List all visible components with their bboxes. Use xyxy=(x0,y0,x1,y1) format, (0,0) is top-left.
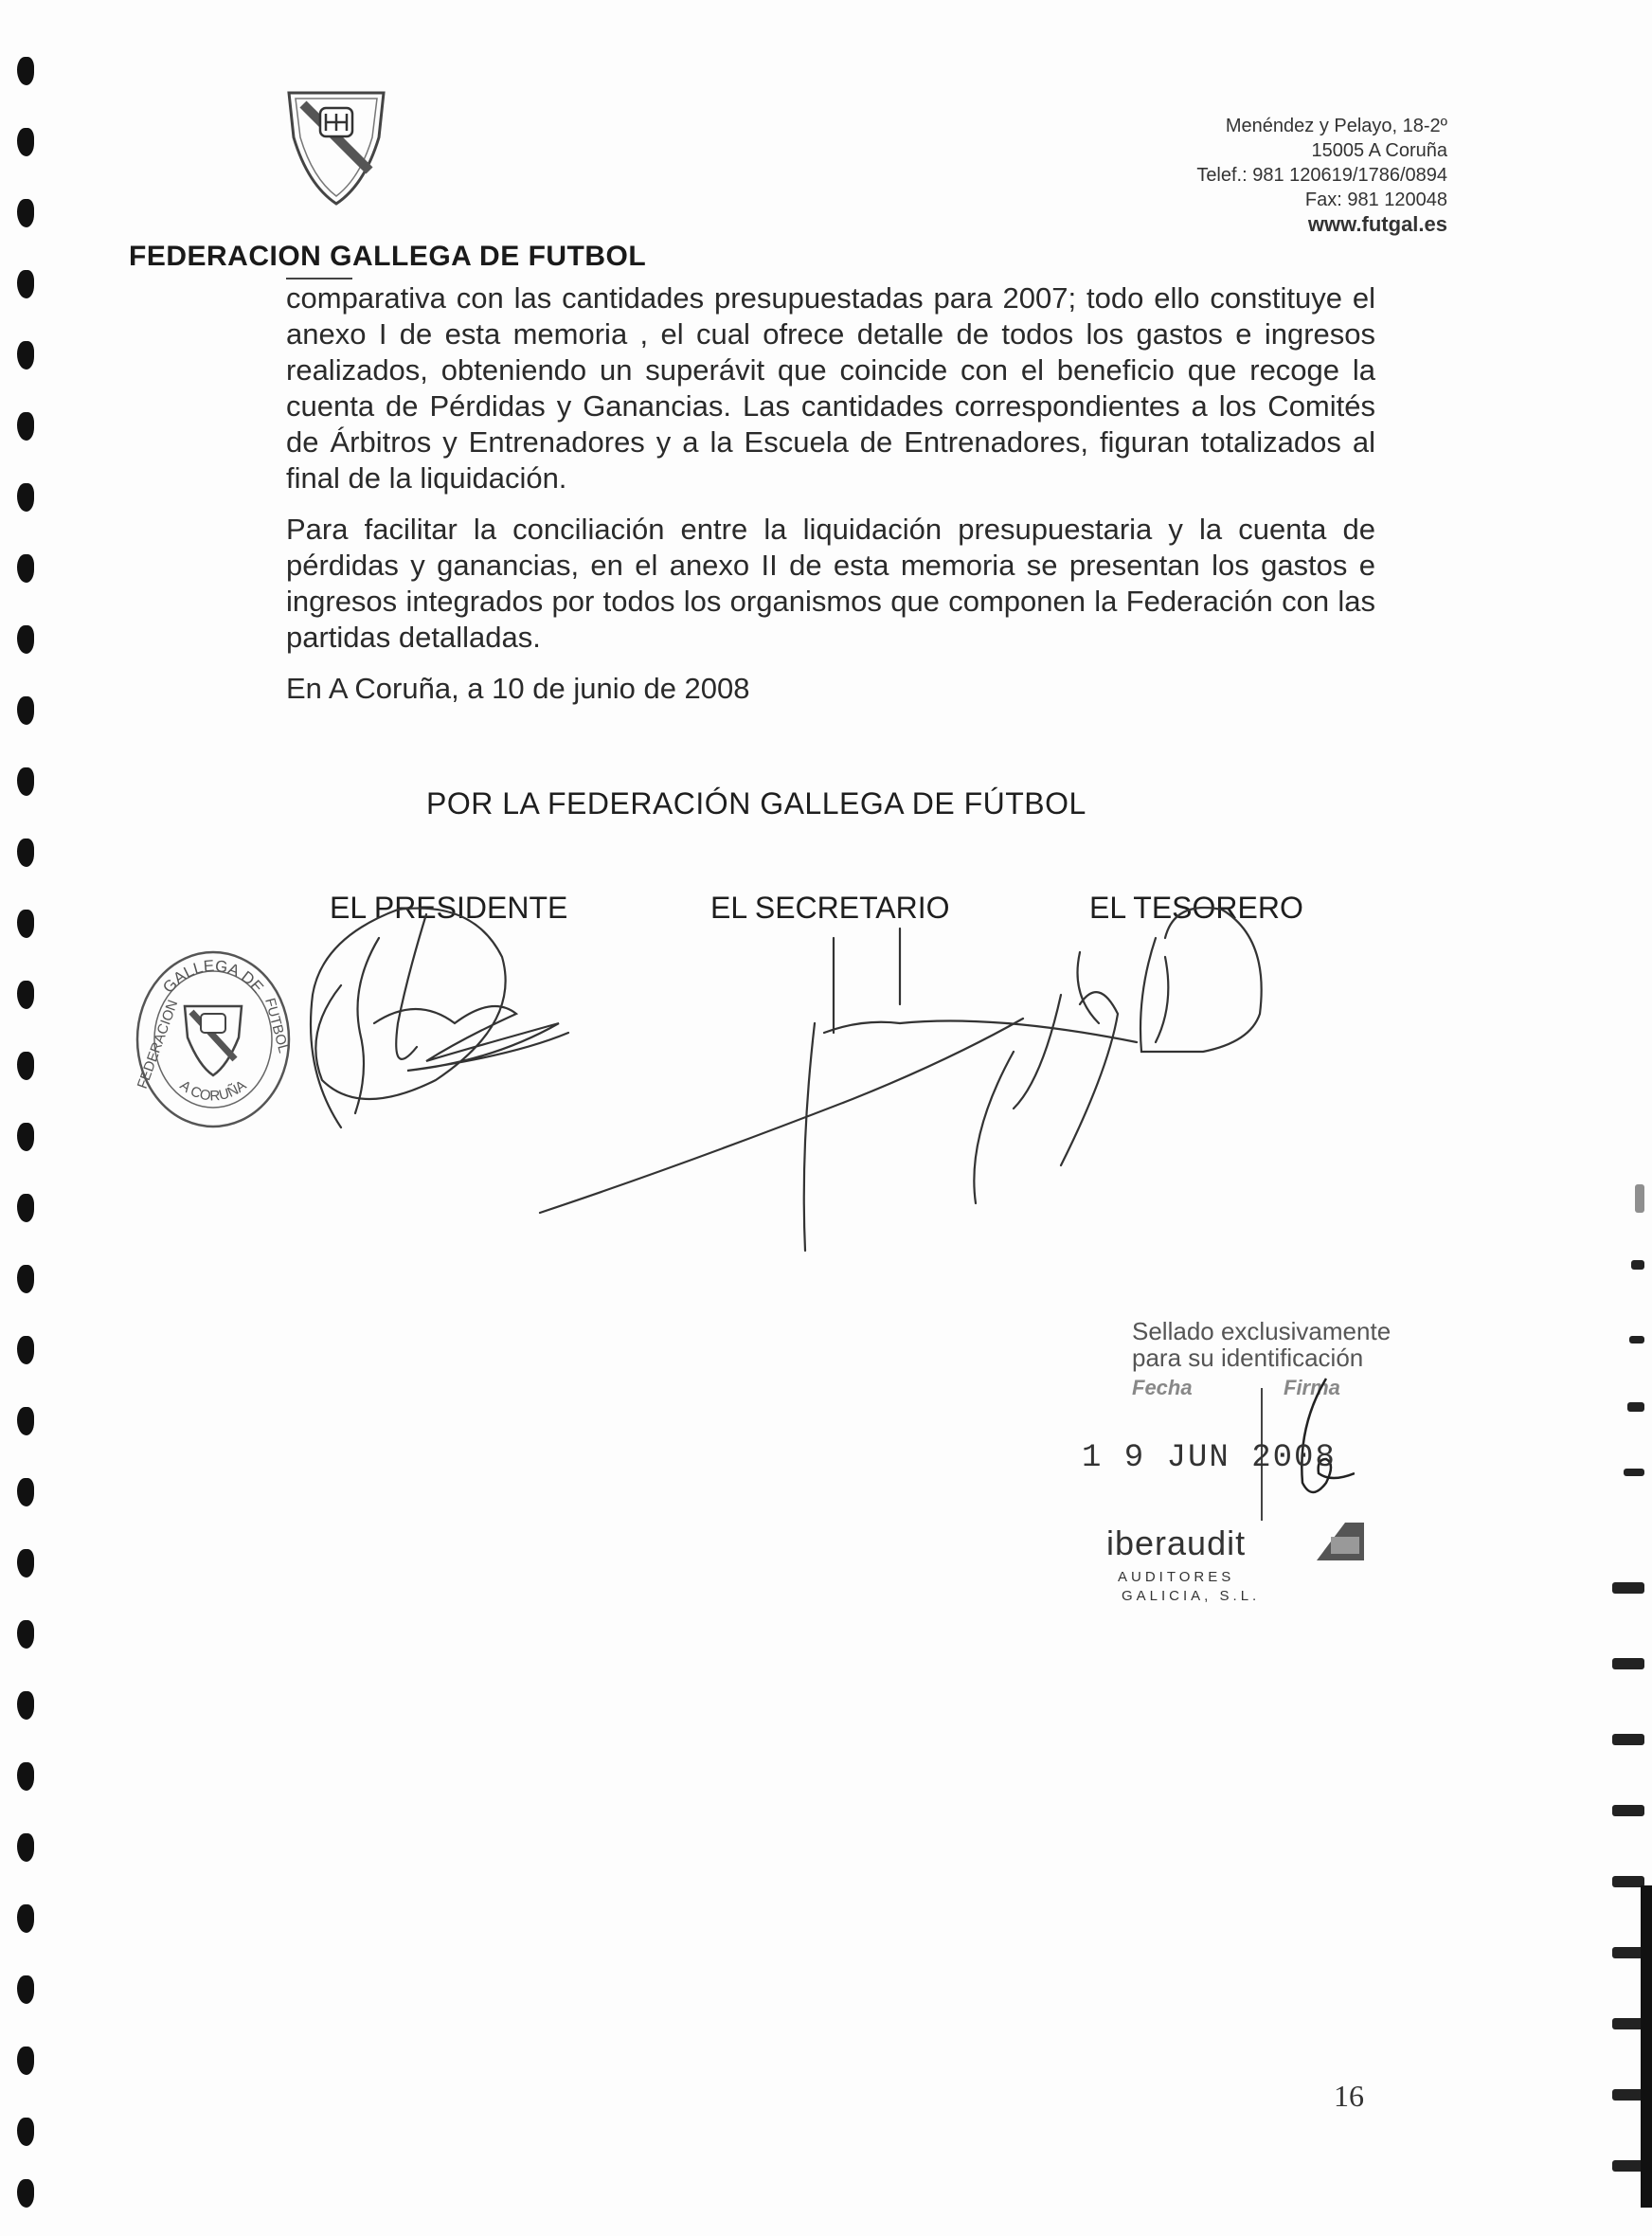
binding-hole xyxy=(17,625,34,654)
binding-hole xyxy=(17,483,34,512)
binding-hole xyxy=(17,1620,34,1649)
scan-mark xyxy=(1612,1582,1644,1594)
binding-hole xyxy=(17,412,34,441)
stamp-right-text: FUTBOL xyxy=(261,996,292,1055)
fax-number: Fax: 981 120048 xyxy=(1304,189,1447,210)
signatures-heading: POR LA FEDERACIÓN GALLEGA DE FÚTBOL xyxy=(426,786,1086,820)
binding-hole xyxy=(17,554,34,583)
stamp-bottom-text: A CORUÑA xyxy=(176,1077,250,1105)
binding-hole xyxy=(17,1407,34,1435)
audit-date: 1 9 JUN 2008 xyxy=(1082,1440,1337,1476)
binding-hole xyxy=(17,1904,34,1933)
handwritten-signatures xyxy=(284,881,1421,1260)
president-label: EL PRESIDENTE xyxy=(330,891,568,925)
scan-edge-shadow xyxy=(1641,1885,1652,2208)
scan-mark xyxy=(1612,2018,1644,2029)
binding-hole xyxy=(17,1478,34,1506)
federation-round-stamp xyxy=(133,947,294,1132)
auditor-logo-mark xyxy=(1307,1518,1364,1565)
scan-mark xyxy=(1612,1876,1644,1887)
overline-mark xyxy=(286,278,352,280)
binding-holes xyxy=(17,57,40,2208)
binding-hole xyxy=(17,1833,34,1862)
binding-hole xyxy=(17,1336,34,1364)
website-link[interactable]: www.futgal.es xyxy=(1307,212,1447,236)
binding-hole xyxy=(17,1194,34,1222)
paragraph-2: Para facilitar la conciliación entre la liquidación presupuestaria y la cuenta de pérdidas y ganancias, en el anexo II de esta memoria se presentan los gastos e ingresos integrados por todos los organismos que componen la Federación con las partidas detalladas. xyxy=(286,513,1375,654)
auditor-stamp xyxy=(1042,1317,1421,1620)
secretary-label: EL SECRETARIO xyxy=(710,891,950,925)
audit-stamp-line-2: para su identificación xyxy=(1132,1343,1364,1372)
page-number: 16 xyxy=(1334,2079,1364,2113)
binding-hole xyxy=(17,767,34,796)
scan-mark xyxy=(1631,1260,1644,1270)
body-text xyxy=(286,280,1375,722)
stamp-left-text: FEDERACION xyxy=(134,998,182,1091)
binding-hole xyxy=(17,57,34,85)
binding-hole xyxy=(17,341,34,370)
binding-hole xyxy=(17,2047,34,2075)
scan-mark xyxy=(1612,1947,1644,1958)
auditor-brand: iberaudit xyxy=(1106,1524,1247,1562)
scan-mark xyxy=(1612,1805,1644,1816)
phone-numbers: Telef.: 981 120619/1786/0894 xyxy=(1196,165,1447,186)
binding-hole xyxy=(17,1123,34,1151)
scan-mark xyxy=(1612,1734,1644,1745)
paragraph-1: comparativa con las cantidades presupuestadas para 2007; todo ello constituye el anexo I de esta memoria , el cual ofrece detalle de todos los gastos e ingresos realizados, obteniendo un superávit que coincide con el beneficio que recoge la cuenta de Pérdidas y Ganancias. Las cantidades correspondientes a los Comités de Árbitros y Entrenadores y a la Escuela de Entrenadores, figuran totalizados al final de la liquidación. xyxy=(286,281,1375,495)
binding-hole xyxy=(17,1975,34,2004)
treasurer-label: EL TESORERO xyxy=(1089,891,1303,925)
binding-hole xyxy=(17,1265,34,1293)
binding-hole xyxy=(17,1691,34,1720)
stamp-top-text: GALLEGA DE xyxy=(159,956,267,997)
auditor-subtitle-2: GALICIA, S.L. xyxy=(1122,1588,1261,1604)
binding-hole xyxy=(17,128,34,156)
scan-mark xyxy=(1635,1184,1644,1213)
binding-hole xyxy=(17,1052,34,1080)
address-line-2: 15005 A Coruña xyxy=(1311,140,1447,161)
binding-hole xyxy=(17,2179,34,2208)
scan-mark xyxy=(1612,1658,1644,1669)
binding-hole xyxy=(17,270,34,298)
auditor-subtitle-1: AUDITORES xyxy=(1118,1569,1235,1585)
binding-hole xyxy=(17,199,34,227)
svg-text:A CORUÑA xyxy=(177,1077,250,1104)
binding-hole xyxy=(17,2118,34,2146)
scan-mark xyxy=(1629,1336,1644,1343)
binding-hole xyxy=(17,838,34,867)
audit-signature-label: Firma xyxy=(1284,1376,1340,1399)
federation-crest-logo xyxy=(284,85,388,208)
scan-mark xyxy=(1612,2160,1644,2172)
binding-hole xyxy=(17,696,34,725)
binding-hole xyxy=(17,981,34,1009)
binding-hole xyxy=(17,1549,34,1578)
letterhead-organization: FEDERACION GALLEGA DE FUTBOL xyxy=(129,241,647,272)
binding-hole xyxy=(17,910,34,938)
address-line-1: Menéndez y Pelayo, 18-2º xyxy=(1225,116,1447,136)
scan-mark xyxy=(1612,2089,1644,2101)
place-date: En A Coruña, a 10 de junio de 2008 xyxy=(286,672,750,705)
audit-stamp-line-1: Sellado exclusivamente xyxy=(1132,1317,1392,1345)
binding-hole xyxy=(17,1762,34,1791)
audit-date-label: Fecha xyxy=(1132,1376,1193,1399)
scan-mark xyxy=(1624,1469,1644,1476)
letterhead-contact xyxy=(1196,114,1447,237)
scan-mark xyxy=(1627,1402,1644,1412)
